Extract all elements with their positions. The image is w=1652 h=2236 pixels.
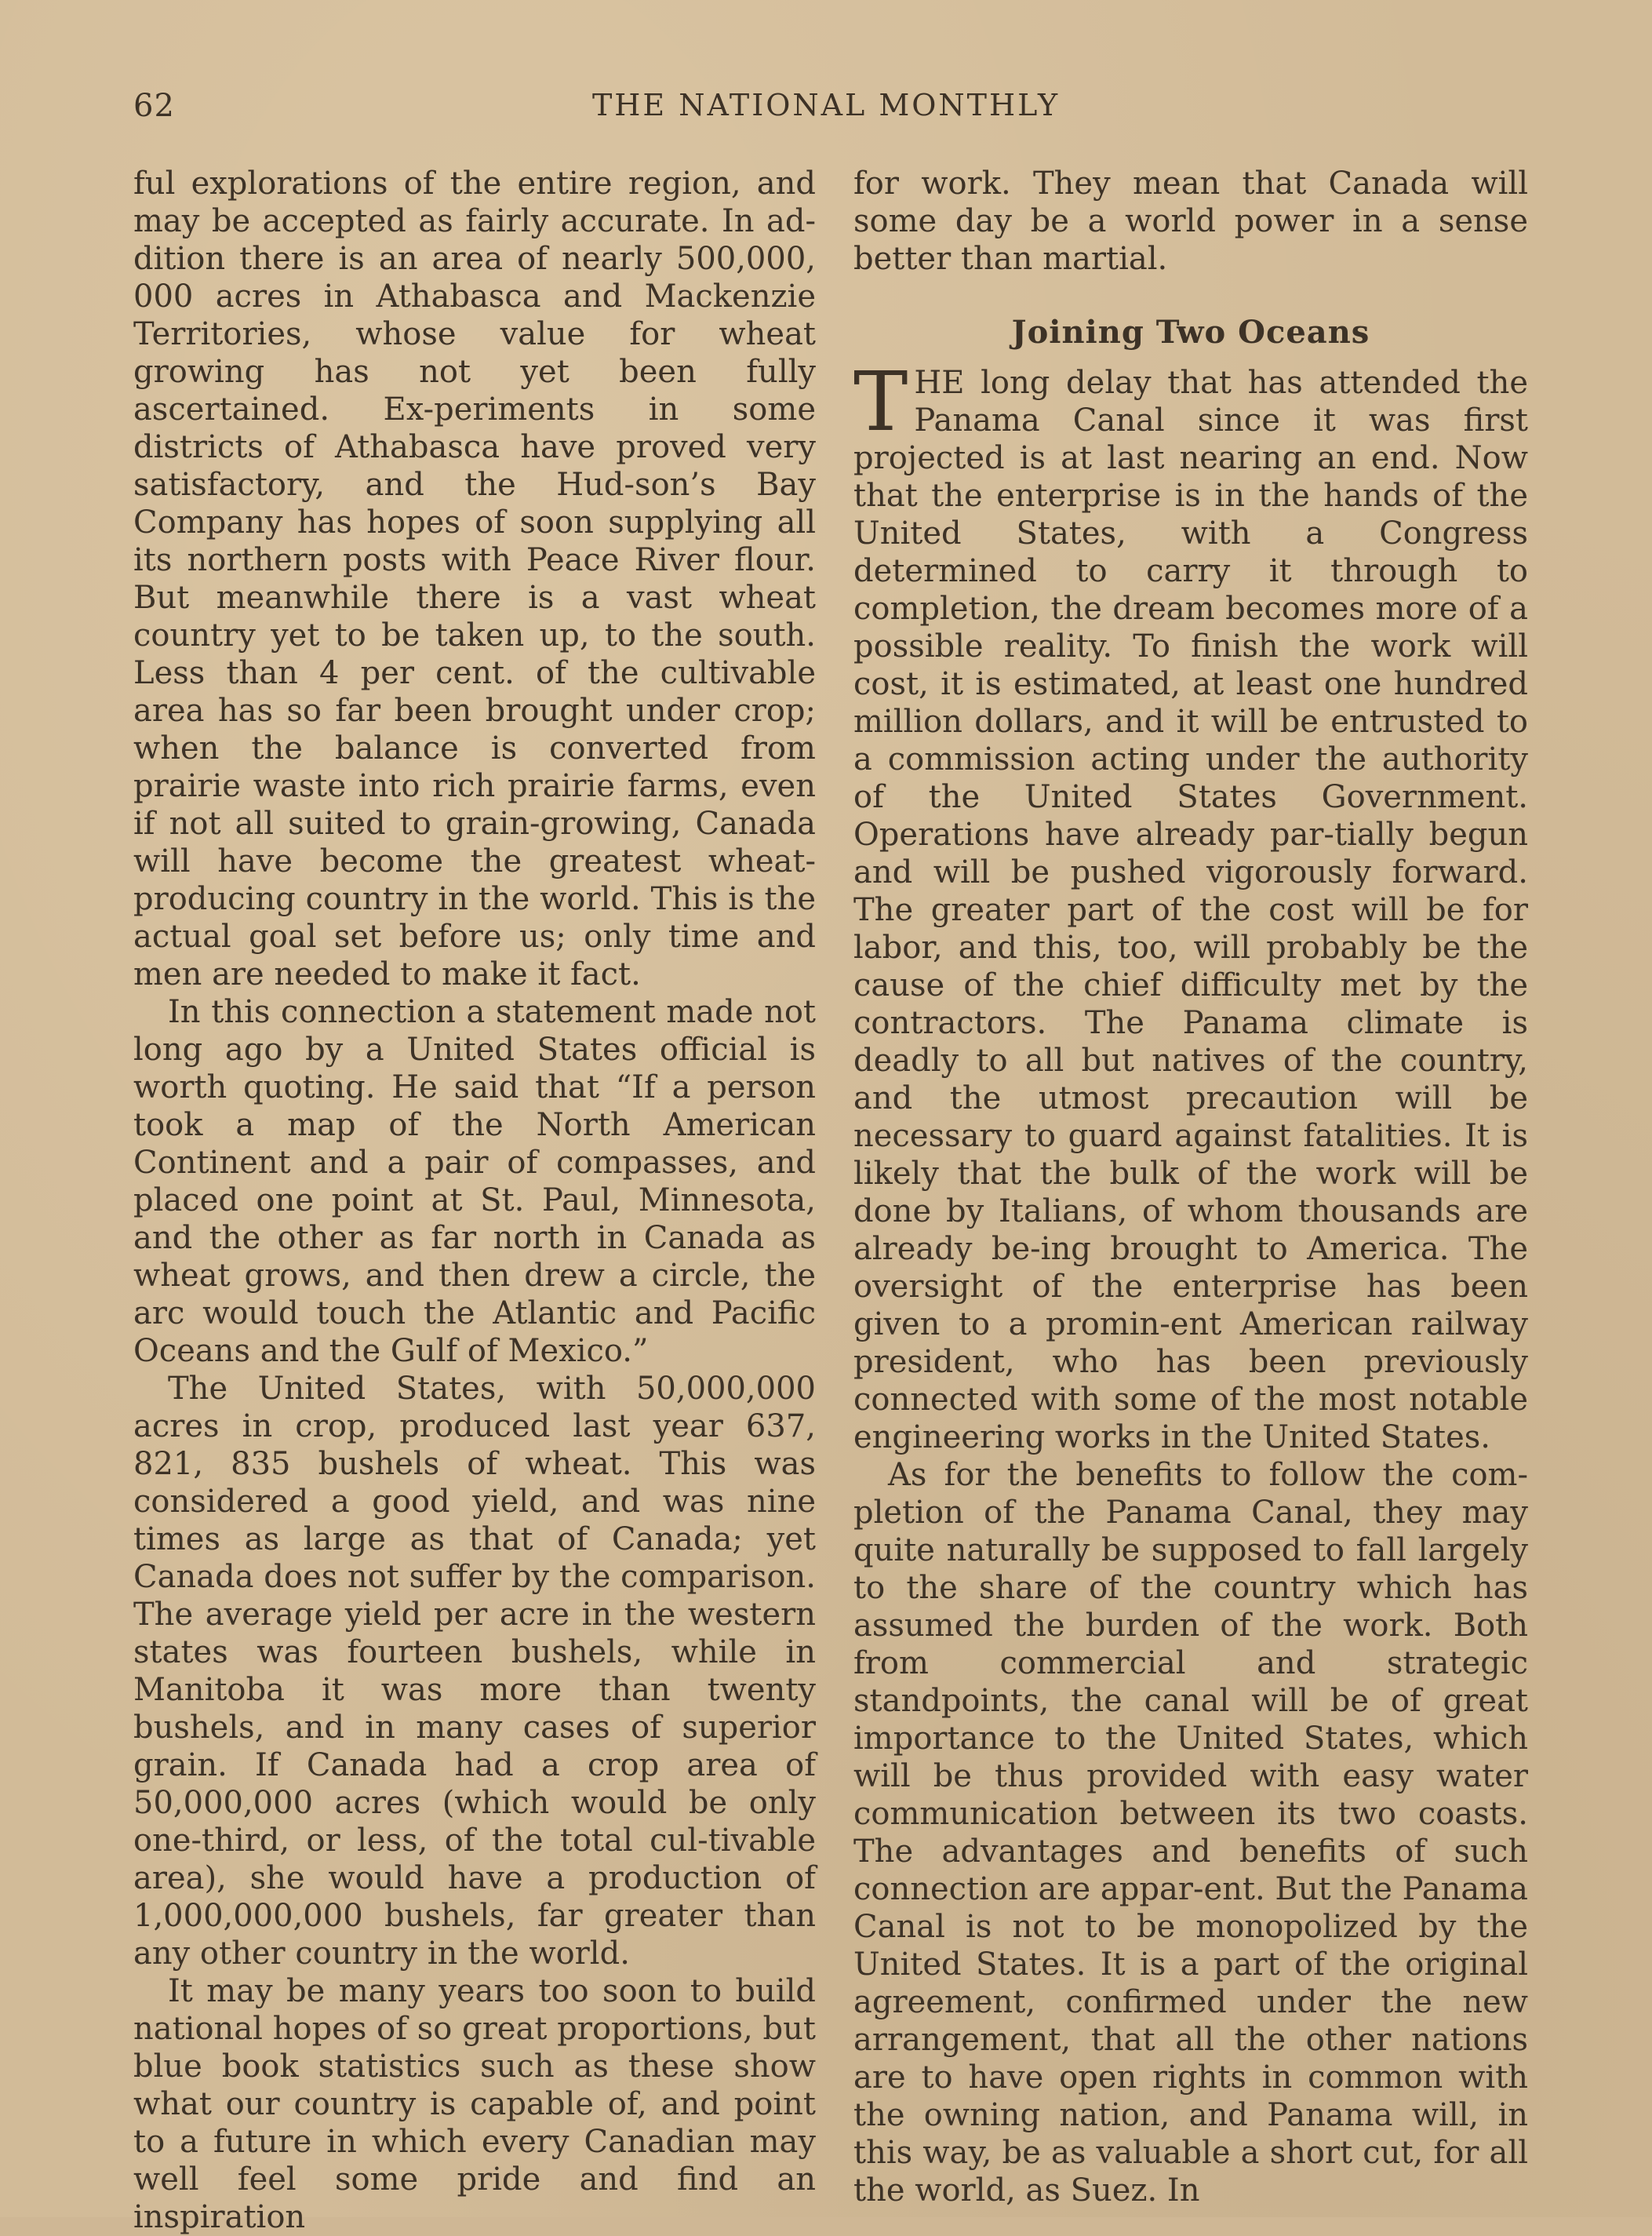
paragraph: for work. They mean that Canada will some day be a world power in a sense better than martial. (853, 166, 1528, 277)
journal-title: THE NATIONAL MONTHLY (591, 88, 1061, 122)
page-number: 62 (133, 88, 175, 124)
right-column (853, 165, 1528, 2209)
paragraph: ful explorations of the entire region, and may be accepted as fairly accurate. In ad-dition there is an area of nearly 500,000, 000 acres in Athabasca and Mackenzie Territories, whose value for wheat growing has not yet been fully ascertained. Ex-periments in some districts of Athabasca have proved very satisfactory, and the Hud-son’s Bay Company has hopes of soon supplying all its northern posts with Peace River flour. But meanwhile there is a vast wheat country yet to be taken up, to the south. Less than 4 per cent. of the cultivable area has so far been brought under crop; when the balance is converted from prairie waste into rich prairie farms, even if not all suited to grain-growing, Canada will have become the greatest wheat-producing country in the world. This is the actual goal set before us; only time and men are needed to make it fact. (133, 166, 816, 992)
paragraph: The United States, with 50,000,000 acres in crop, produced last year 637, 821, 835 bushels of wheat. This was considered a good yield, and was nine times as large as that of Canada; yet Canada does not suffer by the comparison. The average yield per acre in the western states was fourteen bushels, while in Manitoba it was more than twenty bushels, and in many cases of superior grain. If Canada had a crop area of 50,000,000 acres (which would be only one-third, or less, of the total cul-tivable area), she would have a production of 1,000,000,000 bushels, far greater than any other country in the world. (133, 1371, 816, 1972)
paragraph: As for the benefits to follow the com-pletion of the Panama Canal, they may quite naturally be supposed to fall largely to the share of the country which has assumed the burden of the work. Both from commercial and strategic standpoints, the canal will be of great importance to the United States, which will be thus provided with easy water communication between its two coasts. The advantages and benefits of such connection are appar-ent. But the Panama Canal is not to be monopolized by the United States. It is a part of the original agreement, confirmed under the new arrangement, that all the other nations are to have open rights in common with the owning nation, and Panama will, in this way, be as valuable a short cut, for all the world, as Suez. In (853, 1457, 1528, 2209)
paragraph: It may be many years too soon to build national hopes of so great proportions, but blue book statistics such as these show what our country is capable of, and point to a future in which every Canadian may well feel some pride and find an inspiration (133, 1973, 816, 2235)
paragraph: In this connection a statement made not long ago by a United States official is worth quoting. He said that “If a person took a map of the North American Continent and a pair of compasses, and placed one point at St. Paul, Minnesota, and the other as far north in Canada as wheat grows, and then drew a circle, the arc would touch the Atlantic and Pacific Oceans and the Gulf of Mexico.” (133, 994, 816, 1369)
running-head (133, 88, 1519, 135)
left-column (133, 165, 816, 2236)
paragraph: THE long delay that has attended the Panama Canal since it was first projected is at last nearing an end. Now that the enterprise is in the hands of the United States, with a Congress determined to carry it through to completion, the dream becomes more of a possible reality. To finish the work will cost, it is estimated, at least one hundred million dollars, and it will be entrusted to a commission acting under the authority of the United States Government. Operations have already par-tially begun and will be pushed vigorously forward. The greater part of the cost will be for labor, and this, too, will probably be the cause of the chief difficulty met by the contractors. The Panama climate is deadly to all but natives of the country, and the utmost precaution will be necessary to guard against fatalities. It is likely that the bulk of the work will be done by Italians, of whom thousands are already be-ing brought to America. The oversight of the enterprise has been given to a promin-ent American railway president, who has been previously connected with some of the most notable engineering works in the United States. (853, 354, 1528, 1455)
section-heading: Joining Two Oceans (1011, 314, 1370, 351)
